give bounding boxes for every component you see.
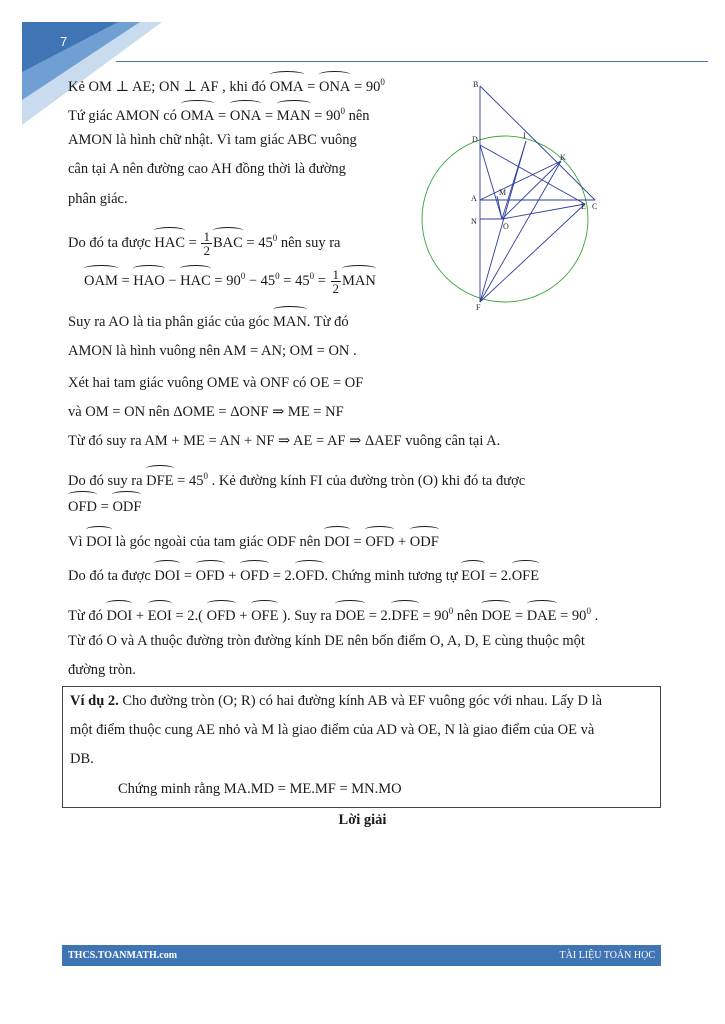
text-run: =: [185, 235, 201, 251]
angle-notation: OMA: [180, 108, 215, 124]
text-run: nên: [453, 608, 482, 624]
angle-notation: ONA: [229, 108, 262, 124]
text-line: [68, 373, 363, 393]
text-line: [68, 631, 585, 651]
text-run: Suy ra AO là tia phân giác của góc: [68, 314, 273, 330]
text-run: Do đó ta được: [68, 568, 155, 584]
example-box: [62, 686, 661, 808]
text-run: −: [164, 273, 181, 289]
example-line: [70, 720, 594, 740]
text-run: Từ đó: [68, 608, 107, 624]
label-e: E: [581, 202, 586, 211]
text-run: Cho đường tròn (O; R) có hai đường kính AB và EF vuông góc với nhau. Lấy D là: [118, 693, 603, 709]
angle-notation: OMA: [269, 79, 304, 95]
angle-notation: OFD: [68, 499, 98, 515]
footer-site-link[interactable]: THCS.TOANMATH.com: [68, 950, 178, 961]
text-run: +: [235, 608, 252, 624]
angle-notation: DOE: [481, 608, 512, 624]
line-do: [480, 145, 502, 219]
text-line: [68, 601, 598, 626]
label-o: O: [503, 222, 509, 231]
superscript: 0: [380, 77, 385, 87]
text-run: = 90: [556, 608, 587, 624]
angle-notation: ONA: [318, 79, 351, 95]
example-line: [70, 691, 602, 711]
page-number: 7: [60, 34, 68, 49]
text-run: phân giác.: [68, 191, 128, 207]
fraction: $\frac{1}{2}$: [203, 229, 210, 259]
text-run: DB.: [70, 751, 94, 767]
text-run: − 45: [245, 273, 276, 289]
label-k: K: [560, 153, 566, 162]
angle-notation: HAC: [180, 273, 211, 289]
text-run: Từ đó suy ra AM + ME = AN + NF ⇒ AE = AF ⇒ ΔAEF vuông cân tại A.: [68, 433, 501, 449]
text-line: [68, 312, 349, 332]
text-run: cân tại A nên đường cao AH đồng thời là đường: [68, 161, 346, 177]
text-run: AMON là hình vuông nên AM = AN; OM = ON .: [68, 343, 357, 359]
superscript: 0: [240, 271, 246, 281]
text-run: =: [97, 499, 113, 515]
text-run: =: [303, 79, 319, 95]
angle-notation: EOI: [461, 568, 486, 584]
text-line: [68, 566, 539, 586]
superscript: 0: [340, 106, 345, 116]
superscript: 0: [448, 606, 454, 616]
text-run: = 90: [418, 608, 449, 624]
line-mo: [497, 196, 502, 219]
text-run: =: [349, 534, 366, 550]
angle-notation: HAC: [154, 235, 186, 251]
text-run: Chứng minh rằng MA.MD = ME.MF = MN.MO: [118, 781, 402, 797]
text-run: = 2.: [269, 568, 296, 584]
text-run: Tứ giác AMON có: [68, 108, 181, 124]
text-run: . Kẻ đường kính FI của đường tròn (O) khi đó ta được: [207, 473, 526, 489]
text-line: [68, 431, 500, 451]
fraction: $\frac{1}{2}$: [332, 267, 340, 297]
angle-notation: OAM: [84, 273, 118, 289]
superscript: 0: [203, 471, 208, 481]
text-run: =: [214, 108, 230, 124]
text-run: = 45: [173, 473, 204, 489]
text-run: = 2.: [485, 568, 512, 584]
angle-notation: DOE: [335, 608, 366, 624]
text-run: =: [314, 273, 330, 289]
angle-notation: DFE: [146, 473, 174, 489]
angle-notation: DOI: [106, 608, 133, 624]
text-run: +: [132, 608, 148, 624]
angle-notation: OFD: [240, 568, 270, 584]
text-run: =: [117, 273, 134, 289]
text-line: [68, 101, 370, 126]
superscript: 0: [309, 271, 315, 281]
angle-notation: DFE: [391, 608, 419, 624]
example-label: Ví dụ 2.: [70, 693, 119, 709]
text-line: [68, 228, 340, 257]
angle-notation: ODF: [112, 499, 142, 515]
angle-notation: BAC: [212, 235, 243, 251]
text-run: và OM = ON nên ΔOME = ΔONF ⇒ ME = NF: [68, 404, 344, 420]
angle-notation: OFD: [195, 568, 225, 584]
text-run: đường tròn.: [68, 662, 136, 678]
text-line: [68, 466, 525, 491]
text-run: nên suy ra: [277, 235, 341, 251]
text-run: = 45: [242, 235, 273, 251]
superscript: 0: [275, 271, 280, 281]
example-line: [118, 779, 402, 799]
text-run: Xét hai tam giác vuông OME và ONF có OE = OF: [68, 375, 364, 391]
label-m: M: [499, 188, 507, 197]
solution-heading: Lời giải: [338, 812, 387, 828]
text-run: = 2.: [365, 608, 392, 624]
angle-notation: MAN: [276, 108, 311, 124]
text-line: [68, 341, 357, 361]
geometry-figure: [415, 74, 620, 314]
text-line: [68, 130, 357, 150]
label-a: A: [471, 194, 477, 203]
text-run: là góc ngoài của tam giác ODF nên: [111, 534, 325, 550]
text-run: Từ đó O và A thuộc đường tròn đường kính DE nên bốn điểm O, A, D, E cùng thuộc một: [68, 633, 585, 649]
line-ak: [480, 161, 561, 200]
text-line: [68, 532, 439, 552]
text-run: nên: [344, 108, 370, 124]
text-run: AMON là hình chữ nhật. Vì tam giác ABC vuông: [68, 132, 357, 148]
angle-notation: DOI: [154, 568, 181, 584]
example-line: [70, 749, 94, 769]
superscript: 0: [272, 233, 278, 243]
text-line: [68, 72, 385, 97]
footer-label: TÀI LIỆU TOÁN HỌC: [559, 950, 655, 961]
angle-notation: MAN: [272, 314, 307, 330]
angle-notation: OFE: [511, 568, 540, 584]
text-line: [68, 402, 344, 422]
label-d: D: [472, 135, 478, 144]
angle-notation: HAO: [133, 273, 165, 289]
angle-notation: ODF: [409, 534, 439, 550]
text-run: =: [180, 568, 196, 584]
text-run: Vì: [68, 534, 87, 550]
angle-notation: EOI: [147, 608, 172, 624]
label-f: F: [476, 303, 481, 312]
line-fk: [480, 161, 561, 302]
text-run: = 90: [350, 79, 381, 95]
angle-notation: DOI: [86, 534, 112, 550]
text-line: [84, 266, 376, 295]
text-run: . Từ đó: [306, 314, 349, 330]
text-run: Do đó ta được: [68, 235, 155, 251]
footer-bar: [62, 945, 661, 966]
text-run: = 90: [310, 108, 341, 124]
text-line: [68, 159, 346, 179]
text-run: Kẻ OM ⊥ AE; ON ⊥ AF , khi đó: [68, 79, 270, 95]
text-run: = 45: [279, 273, 310, 289]
angle-notation: DAE: [526, 608, 557, 624]
superscript: 0: [586, 606, 591, 616]
text-run: một điểm thuộc cung AE nhỏ và M là giao điểm của AD và OE, N là giao điểm của OE và: [70, 722, 595, 738]
text-run: =: [261, 108, 277, 124]
line-bc: [480, 86, 595, 200]
text-run: =: [511, 608, 527, 624]
text-line: [68, 660, 136, 680]
text-run: ). Suy ra: [278, 608, 336, 624]
header-rule: [116, 61, 708, 62]
text-run: +: [224, 568, 241, 584]
text-run: = 90: [210, 273, 241, 289]
text-line: [68, 189, 128, 209]
text-run: +: [394, 534, 410, 550]
label-c: C: [592, 202, 598, 211]
angle-notation: OFE: [251, 608, 279, 624]
angle-notation: OFD: [365, 534, 395, 550]
angle-notation: DOI: [324, 534, 350, 550]
label-i: I: [523, 131, 526, 140]
text-run: = 2.(: [171, 608, 207, 624]
angle-notation: MAN: [342, 273, 376, 289]
label-n: N: [471, 217, 477, 226]
angle-notation: OFD: [295, 568, 325, 584]
text-line: [68, 497, 141, 517]
text-run: . Chứng minh tương tự: [324, 568, 462, 584]
angle-notation: OFD: [206, 608, 236, 624]
text-run: .: [590, 608, 599, 624]
label-b: B: [473, 80, 479, 89]
text-run: Do đó suy ra: [68, 473, 147, 489]
